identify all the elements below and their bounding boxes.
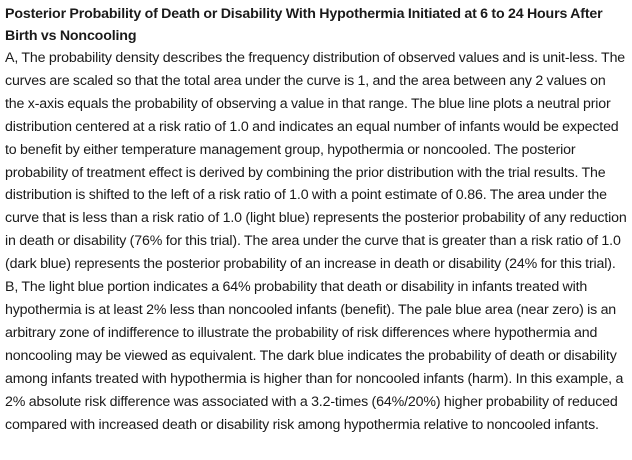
caption-title: Posterior Probability of Death or Disability With Hypothermia Initiated at 6 to 24 Hours After Birth vs Noncooling [5, 6, 603, 44]
caption-body: A, The probability density describes the frequency distribution of observed values and is unit-less. The curves are scaled so that the total area under the curve is 1, and the area between any 2 values on the x-axis equals the probability of observing a value in that range. The blue line plots a neutral prior distribution centered at a risk ratio of 1.0 and indicates an equal number of infants would be expected to benefit by either temperature management group, hypothermia or noncooled. The posterior probability of treatment effect is derived by combining the prior distribution with the trial results. The distribution is shifted to the left of a risk ratio of 1.0 with a point estimate of 0.86. The area under the curve that is less than a risk ratio of 1.0 (light blue) represents the posterior probability of any reduction in death or disability (76% for this trial). The area under the curve that is greater than a risk ratio of 1.0 (dark blue) represents the posterior probability of an increase in death or disability (24% for this trial). B, The light blue portion indicates a 64% probability that death or disability in infants treated with hypothermia is at least 2% less than noncooled infants (benefit). The pale blue area (near zero) is an arbitrary zone of indifference to illustrate the probability of risk differences where hypothermia and noncooling may be viewed as equivalent. The dark blue indicates the probability of death or disability among infants treated with hypothermia is higher than for noncooled infants (harm). In this example, a 2% absolute risk difference was associated with a 3.2-times (64%/20%) higher probability of reduced compared with increased death or disability risk among hypothermia relative to noncooled infants. [5, 50, 627, 433]
